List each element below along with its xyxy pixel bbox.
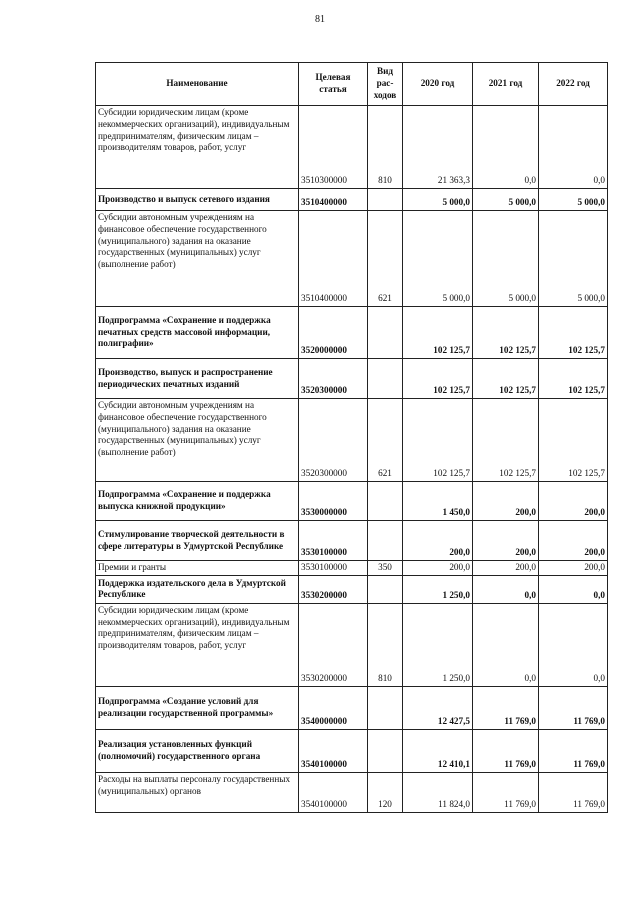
row-2022-cell: 0,0 [539,603,608,686]
row-2021-cell: 11 769,0 [473,729,539,772]
table-row [96,482,608,521]
row-expense-type-cell [368,521,403,561]
table-row [96,211,608,307]
page-number: 81 [315,14,325,25]
row-target-article-cell: 3510400000 [299,189,368,211]
row-2021-cell: 102 125,7 [473,399,539,482]
row-2022-cell: 0,0 [539,575,608,603]
row-2020-cell: 12 427,5 [403,686,473,729]
row-2020-cell: 200,0 [403,521,473,561]
row-2022-cell: 102 125,7 [539,359,608,399]
row-2020-cell: 21 363,3 [403,106,473,189]
row-name-cell: Субсидии юридическим лицам (кроме некоммерческих организаций), индивидуальным предпринимателям, физическим лицам – производителям товаров, работ, услуг [96,603,299,686]
row-2022-cell: 0,0 [539,106,608,189]
row-2021-cell: 0,0 [473,603,539,686]
row-target-article-cell: 3530000000 [299,482,368,521]
row-2021-cell: 11 769,0 [473,686,539,729]
row-2022-cell: 5 000,0 [539,189,608,211]
row-target-article-cell: 3510400000 [299,211,368,307]
table-row [96,307,608,359]
row-target-article-cell: 3530200000 [299,575,368,603]
row-expense-type-cell: 120 [368,772,403,812]
row-expense-type-cell [368,575,403,603]
row-2022-cell: 11 769,0 [539,772,608,812]
row-name-cell: Реализация установленных функций (полномочий) государственного органа [96,729,299,772]
row-name-cell: Премии и гранты [96,561,299,576]
row-expense-type-cell: 810 [368,106,403,189]
row-name-cell: Поддержка издательского дела в Удмуртской Республике [96,575,299,603]
row-name-cell: Подпрограмма «Сохранение и поддержка печатных средств массовой информации, полиграфии» [96,307,299,359]
row-target-article-cell: 3540100000 [299,729,368,772]
row-name-cell: Производство, выпуск и распространение периодических печатных изданий [96,359,299,399]
row-2022-cell: 200,0 [539,521,608,561]
row-target-article-cell: 3530100000 [299,521,368,561]
row-name-cell: Расходы на выплаты персоналу государственных (муниципальных) органов [96,772,299,812]
row-expense-type-cell: 621 [368,399,403,482]
row-2021-cell: 5 000,0 [473,189,539,211]
row-name-cell: Подпрограмма «Создание условий для реализации государственной программы» [96,686,299,729]
row-2021-cell: 102 125,7 [473,359,539,399]
row-2022-cell: 11 769,0 [539,729,608,772]
header-target-article: Целевая статья [299,63,368,106]
row-2020-cell: 200,0 [403,561,473,576]
row-2020-cell: 11 824,0 [403,772,473,812]
header-year-2022: 2022 год [539,63,608,106]
row-expense-type-cell [368,189,403,211]
row-2022-cell: 102 125,7 [539,399,608,482]
row-name-cell: Субсидии автономным учреждениям на финансовое обеспечение государственного (муниципального) задания на оказание государственных (муниципальных) услуг (выполнение работ) [96,399,299,482]
row-target-article-cell: 3530100000 [299,561,368,576]
table-row [96,603,608,686]
row-target-article-cell: 3520000000 [299,307,368,359]
row-target-article-cell: 3540000000 [299,686,368,729]
table-row [96,521,608,561]
header-row [96,63,608,106]
table-body [96,106,608,813]
table-row [96,561,608,576]
row-target-article-cell: 3520300000 [299,359,368,399]
row-name-cell: Субсидии автономным учреждениям на финансовое обеспечение государственного (муниципального) задания на оказание государственных (муниципальных) услуг (выполнение работ) [96,211,299,307]
row-expense-type-cell [368,482,403,521]
row-name-cell: Подпрограмма «Сохранение и поддержка выпуска книжной продукции» [96,482,299,521]
row-2020-cell: 5 000,0 [403,211,473,307]
row-2020-cell: 1 250,0 [403,575,473,603]
row-expense-type-cell: 350 [368,561,403,576]
table-row [96,189,608,211]
header-year-2021: 2021 год [473,63,539,106]
row-target-article-cell: 3520300000 [299,399,368,482]
row-2021-cell: 200,0 [473,521,539,561]
row-2021-cell: 11 769,0 [473,772,539,812]
row-2022-cell: 11 769,0 [539,686,608,729]
row-2022-cell: 5 000,0 [539,211,608,307]
table-row [96,686,608,729]
row-name-cell: Субсидии юридическим лицам (кроме некоммерческих организаций), индивидуальным предпринимателям, физическим лицам – производителям товаров, работ, услуг [96,106,299,189]
row-2020-cell: 102 125,7 [403,399,473,482]
table-row [96,772,608,812]
row-2020-cell: 1 450,0 [403,482,473,521]
row-target-article-cell: 3510300000 [299,106,368,189]
row-2020-cell: 102 125,7 [403,307,473,359]
row-name-cell: Стимулирование творческой деятельности в сфере литературы в Удмуртской Республике [96,521,299,561]
row-2021-cell: 200,0 [473,482,539,521]
row-2020-cell: 12 410,1 [403,729,473,772]
header-expense-type: Вид рас-ходов [368,63,403,106]
row-expense-type-cell: 810 [368,603,403,686]
row-target-article-cell: 3530200000 [299,603,368,686]
row-2021-cell: 0,0 [473,106,539,189]
row-2021-cell: 0,0 [473,575,539,603]
table-row [96,575,608,603]
row-expense-type-cell [368,729,403,772]
budget-table [95,62,608,813]
row-name-cell: Производство и выпуск сетевого издания [96,189,299,211]
row-expense-type-cell [368,686,403,729]
row-expense-type-cell [368,359,403,399]
row-2021-cell: 5 000,0 [473,211,539,307]
table-row [96,399,608,482]
row-expense-type-cell: 621 [368,211,403,307]
header-name: Наименование [96,63,299,106]
header-year-2020: 2020 год [403,63,473,106]
table-row [96,106,608,189]
table-row [96,359,608,399]
row-expense-type-cell [368,307,403,359]
row-2022-cell: 102 125,7 [539,307,608,359]
row-2020-cell: 1 250,0 [403,603,473,686]
row-2020-cell: 5 000,0 [403,189,473,211]
row-target-article-cell: 3540100000 [299,772,368,812]
row-2022-cell: 200,0 [539,482,608,521]
row-2022-cell: 200,0 [539,561,608,576]
row-2021-cell: 102 125,7 [473,307,539,359]
table-row [96,729,608,772]
row-2021-cell: 200,0 [473,561,539,576]
row-2020-cell: 102 125,7 [403,359,473,399]
